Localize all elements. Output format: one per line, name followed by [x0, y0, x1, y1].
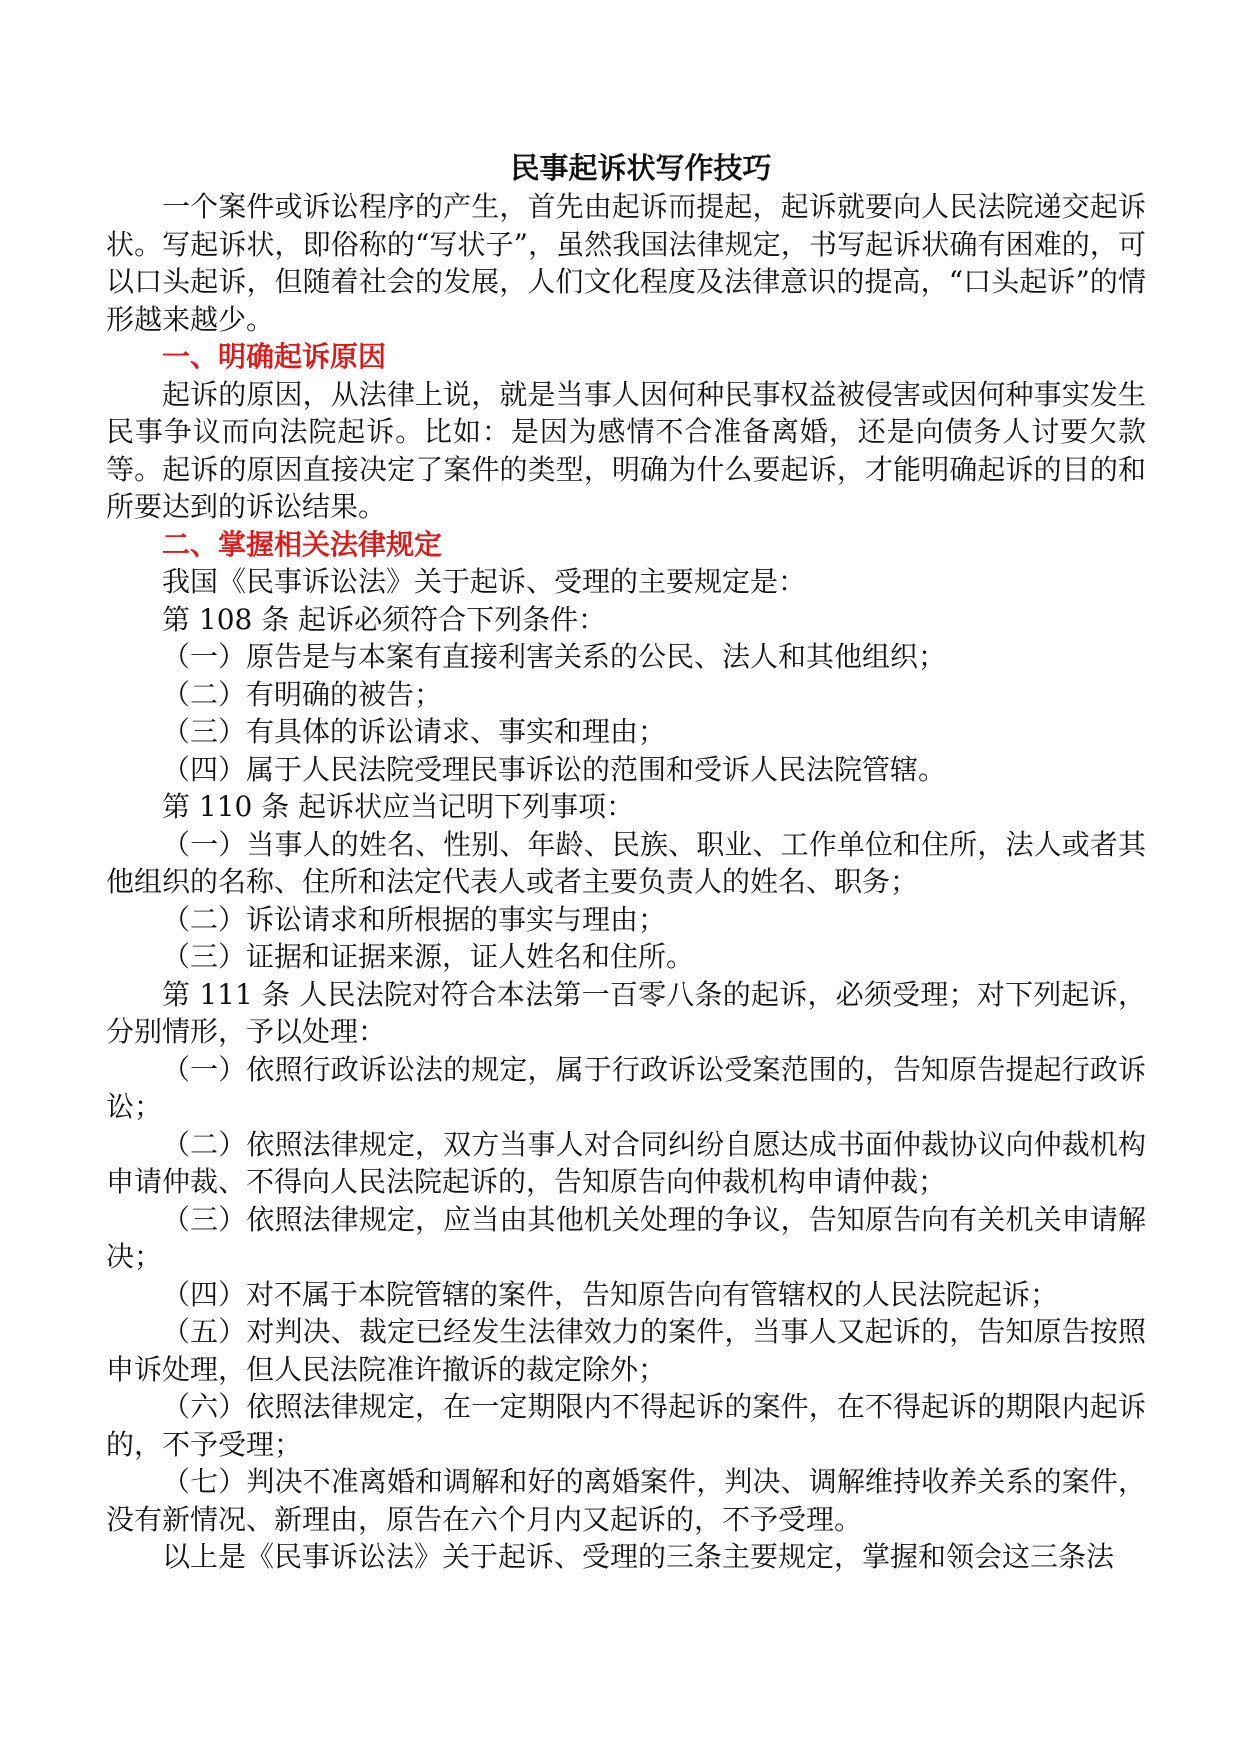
- document-page: [106, 148, 1146, 1576]
- article-108-item: （四）属于人民法院受理民事诉讼的范围和受诉人民法院管辖。: [162, 752, 947, 786]
- section-heading-1: 一、明确起诉原因: [162, 340, 387, 373]
- article-111-title: 第 111 条 人民法院对符合本法第一百零八条的起诉，必须受理；对下列起诉，分别情形，予以处理：: [106, 977, 1146, 1048]
- section-2-lead: 我国《民事诉讼法》关于起诉、受理的主要规定是：: [162, 565, 807, 598]
- article-110-item: （三）证据和证据来源，证人姓名和住所。: [162, 940, 695, 973]
- section-1-paragraph: 起诉的原因，从法律上说，就是当事人因何种民事权益被侵害或因何种事实发生民事争议而向法院起诉。比如：是因为感情不合准备离婚，还是向债务人讨要欠款等。起诉的原因直接决定了案件的类型，明确为什么要起诉，才能明确起诉的目的和所要达到的诉讼结果。: [106, 377, 1146, 523]
- article-110-item: （二）诉讼请求和所根据的事实与理由；: [162, 902, 667, 936]
- article-108-item: （一）原告是与本案有直接利害关系的公民、法人和其他组织；: [162, 640, 947, 673]
- closing-paragraph: 以上是《民事诉讼法》关于起诉、受理的三条主要规定，掌握和领会这三条法: [162, 1540, 1115, 1573]
- article-110-item: （一）当事人的姓名、性别、年龄、民族、职业、工作单位和住所，法人或者其他组织的名称、住所和法定代表人或者主要负责人的姓名、职务；: [106, 827, 1146, 898]
- document-title: 民事起诉状写作技巧: [510, 151, 772, 185]
- article-111-item: （五）对判决、裁定已经发生法律效力的案件，当事人又起诉的，告知原告按照申诉处理，但人民法院准许撤诉的裁定除外；: [106, 1315, 1146, 1386]
- article-108-item: （二）有明确的被告；: [162, 677, 443, 711]
- article-111-item: （六）依照法律规定，在一定期限内不得起诉的案件，在不得起诉的期限内起诉的，不予受理；: [106, 1390, 1146, 1461]
- article-111-item: （一）依照行政诉讼法的规定，属于行政诉讼受案范围的，告知原告提起行政诉讼；: [106, 1052, 1146, 1123]
- article-111-item: （二）依照法律规定，双方当事人对合同纠纷自愿达成书面仲裁协议向仲裁机构申请仲裁、不得向人民法院起诉的，告知原告向仲裁机构申请仲裁；: [106, 1127, 1146, 1198]
- article-108-title: 第 108 条 起诉必须符合下列条件：: [162, 602, 607, 636]
- article-111-item: （七）判决不准离婚和调解和好的离婚案件，判决、调解维持收养关系的案件，没有新情况、新理由，原告在六个月内又起诉的，不予受理。: [106, 1465, 1146, 1536]
- article-110-title: 第 110 条 起诉状应当记明下列事项：: [162, 790, 635, 823]
- article-108-item: （三）有具体的诉讼请求、事实和理由；: [162, 715, 667, 748]
- article-111-item: （三）依照法律规定，应当由其他机关处理的争议，告知原告向有关机关申请解决；: [106, 1202, 1146, 1273]
- article-111-item: （四）对不属于本院管辖的案件，告知原告向有管辖权的人民法院起诉；: [162, 1277, 1059, 1311]
- intro-paragraph: 一个案件或诉讼程序的产生，首先由起诉而提起，起诉就要向人民法院递交起诉状。写起诉状，即俗称的“写状子”，虽然我国法律规定，书写起诉状确有困难的，可以口头起诉，但随着社会的发展，人们文化程度及法律意识的提高，“口头起诉”的情形越来越少。: [106, 190, 1146, 336]
- section-heading-2: 二、掌握相关法律规定: [162, 527, 443, 561]
